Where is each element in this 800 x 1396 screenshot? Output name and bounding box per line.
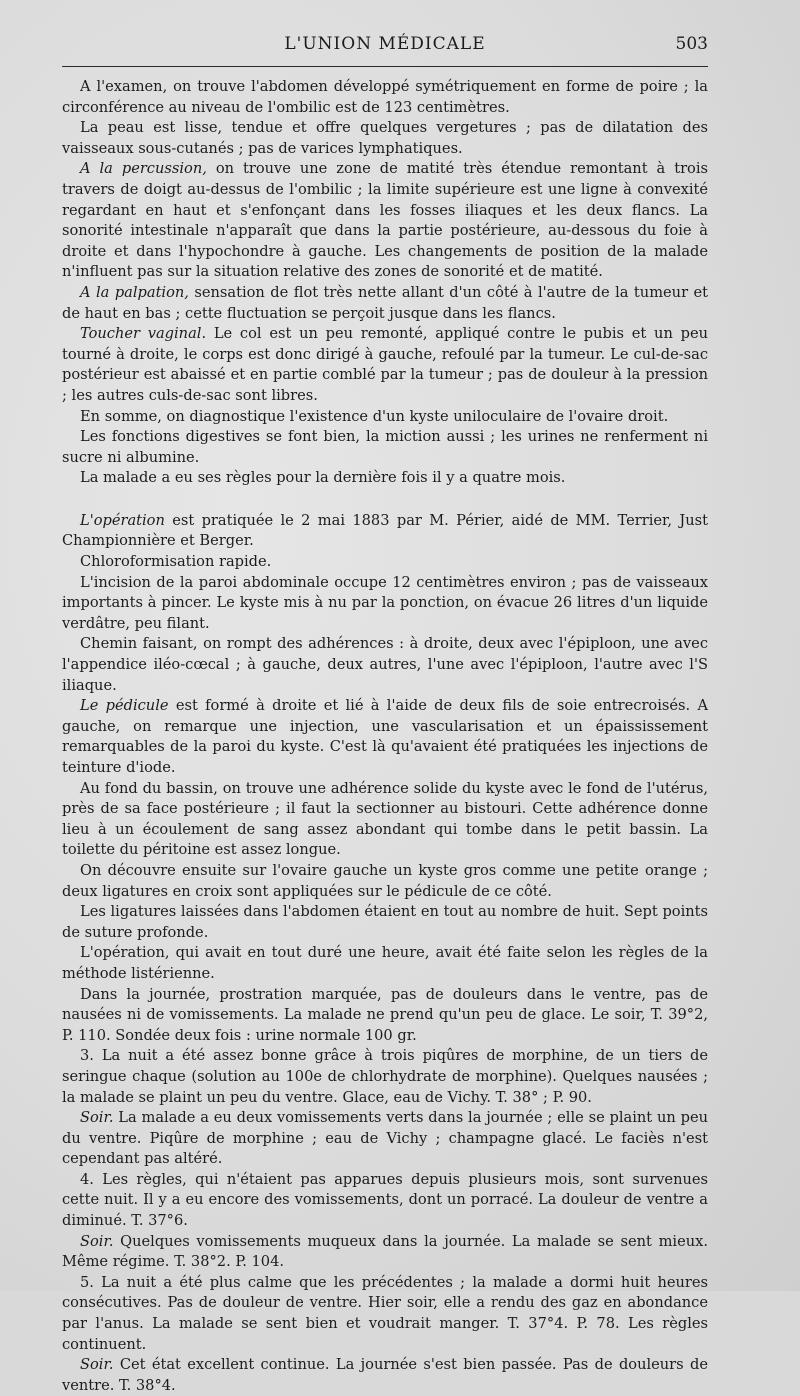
paragraph xyxy=(62,985,708,1047)
paragraph-text: Au fond du bassin, on trouve une adhérence solide du kyste avec le fond de l'utérus, près de sa face postérieure ; il faut la sectionner au bistouri. Cette adhérence donne lieu à un écoulement de sang assez abondant qui tombe dans le petit bassin. La toilette du péritoine est assez longue. xyxy=(62,779,708,859)
paragraph xyxy=(62,159,708,283)
paragraph xyxy=(62,943,708,984)
paragraph xyxy=(62,552,708,573)
paragraph-lead: A la percussion, xyxy=(80,160,207,178)
paragraph-text: On découvre ensuite sur l'ovaire gauche un kyste gros comme une petite orange ; deux ligatures en croix sont appliquées sur le pédicule de ce côté. xyxy=(62,861,708,900)
paragraph xyxy=(62,1355,708,1396)
paragraph xyxy=(62,779,708,861)
paragraph-lead: Soir. xyxy=(80,1109,114,1127)
paragraph xyxy=(62,283,708,324)
paragraph xyxy=(62,511,708,552)
paragraph-text: 4. Les règles, qui n'étaient pas apparues depuis plusieurs mois, sont survenues cette nuit. Il y a eu encore des vomissements, dont un porracé. La douleur de ventre a diminué. T. 37°6. xyxy=(62,1170,708,1230)
paragraph-text: En somme, on diagnostique l'existence d'un kyste uniloculaire de l'ovaire droit. xyxy=(80,407,669,425)
paragraph xyxy=(62,861,708,902)
paragraph-lead: A la palpation, xyxy=(80,283,189,301)
paragraph xyxy=(62,1232,708,1273)
paragraph xyxy=(62,324,708,406)
paragraph-text: Le col est un peu remonté, appliqué contre le pubis et un peu tourné à droite, le corps est donc dirigé à gauche, refoulé par la tumeur. Le cul-de-sac postérieur est abaissé et en partie comblé par la tumeur ; pas de douleur à la pression ; les autres culs-de-sac sont libres. xyxy=(62,325,708,404)
examination-section xyxy=(62,77,708,489)
paragraph-text: La peau est lisse, tendue et offre quelques vergetures ; pas de dilatation des vaisseaux sous-cutanés ; pas de varices lymphatiques. xyxy=(62,119,708,157)
paragraph-text: Quelques vomissements muqueux dans la journée. La malade se sent mieux. Même régime. T. 38°2. P. 104. xyxy=(62,1232,708,1271)
header-rule xyxy=(62,66,708,67)
page-number: 503 xyxy=(675,34,708,54)
paragraph xyxy=(62,407,708,428)
paragraph-text: Les fonctions digestives se font bien, la miction aussi ; les urines ne renferment ni sucre ni albumine. xyxy=(62,428,708,466)
paragraph xyxy=(62,902,708,943)
paragraph-text: L'incision de la paroi abdominale occupe 12 centimètres environ ; pas de vaisseaux importants à pincer. Le kyste mis à nu par la ponction, on évacue 26 litres d'un liquide verdâtre, peu filant. xyxy=(62,573,708,632)
paragraph-text: A l'examen, on trouve l'abdomen développé symétriquement en forme de poire ; la circonférence au niveau de l'ombilic est de 123 centimètres. xyxy=(62,78,708,116)
paragraph xyxy=(62,468,708,489)
paragraph-text: 5. La nuit a été plus calme que les précédentes ; la malade a dormi huit heures consécutives. Pas de douleur de ventre. Hier soir, elle a rendu des gaz en abondance par l'anus. La malade se sent bien et voudrait manger. T. 37°4. P. 78. Les règles continuent. xyxy=(62,1273,708,1353)
paragraph-text: L'opération, qui avait en tout duré une heure, avait été faite selon les règles de la méthode listérienne. xyxy=(62,944,708,982)
paragraph-text: Chemin faisant, on rompt des adhérences : à droite, deux avec l'épiploon, une avec l'appendice iléo-cœcal ; à gauche, deux autres, l'une avec l'épiploon, l'autre avec l'S iliaque. xyxy=(62,635,708,694)
paragraph-lead: L'opération xyxy=(80,511,165,529)
paragraph-lead: Le pédicule xyxy=(80,697,169,715)
paragraph xyxy=(62,427,708,468)
paragraph-lead: Toucher vaginal. xyxy=(80,325,207,343)
paragraph xyxy=(62,1273,708,1355)
paragraph xyxy=(62,118,708,159)
operation-section xyxy=(62,511,708,1396)
paragraph xyxy=(62,696,708,778)
paragraph-lead: Soir. xyxy=(80,1232,114,1250)
paragraph xyxy=(62,634,708,696)
paragraph-text: Chloroformisation rapide. xyxy=(80,553,272,571)
paragraph xyxy=(62,1046,708,1108)
paragraph-text: est pratiquée le 2 mai 1883 par M. Périer, aidé de MM. Terrier, Just Championnière et Berger. xyxy=(62,511,708,550)
paragraph-text: Cet état excellent continue. La journée s'est bien passée. Pas de douleurs de ventre. T. 38°4. xyxy=(62,1356,708,1394)
paragraph xyxy=(62,1108,708,1170)
paragraph-text: La malade a eu ses règles pour la dernière fois il y a quatre mois. xyxy=(80,469,566,487)
paragraph-text: est formé à droite et lié à l'aide de deux fils de soie entrecroisés. A gauche, on remarque une injection, une vascularisation et un épaississement remarquables de la paroi du kyste. C'est là qu'avaient été pratiquées les injections de teinture d'iode. xyxy=(62,697,708,776)
paragraph xyxy=(62,77,708,118)
paragraph xyxy=(62,573,708,635)
paragraph-text: 3. La nuit a été assez bonne grâce à trois piqûres de morphine, de un tiers de seringue chaque (solution au 100e de chlorhydrate de morphine). Quelques nausées ; la malade se plaint un peu du ventre. Glace, eau de Vichy. T. 38° ; P. 90. xyxy=(62,1047,708,1106)
paragraph xyxy=(62,1170,708,1232)
paragraph-text: Les ligatures laissées dans l'abdomen étaient en tout au nombre de huit. Sept points de suture profonde. xyxy=(62,903,708,941)
paragraph-lead: Soir. xyxy=(80,1356,114,1374)
section-gap xyxy=(62,489,708,511)
paragraph-text: La malade a eu deux vomissements verts dans la journée ; elle se plaint un peu du ventre. Piqûre de morphine ; eau de Vichy ; champagne glacé. Le faciès n'est cependant pas altéré. xyxy=(62,1109,708,1168)
page-header xyxy=(62,30,708,60)
paragraph-text: on trouve une zone de matité très étendue remontant à trois travers de doigt au-dessus de l'ombilic ; la limite supérieure est une ligne à convexité regardant en haut et s'enfonçant dans les fosses iliaques et les deux flancs. La sonorité intestinale n'apparaît que dans la partie postérieure, au-dessous du foie à droite et dans l'hypochondre à gauche. Les changements de position de la malade n'influent pas sur la situation relative des zones de sonorité et de matité. xyxy=(62,160,708,281)
running-title: L'UNION MÉDICALE xyxy=(284,34,486,54)
article-body xyxy=(62,77,708,1396)
paragraph-text: sensation de flot très nette allant d'un côté à l'autre de la tumeur et de haut en bas ; cette fluctuation se perçoit jusque dans les flancs. xyxy=(62,283,709,322)
paragraph-text: Dans la journée, prostration marquée, pas de douleurs dans le ventre, pas de nausées ni de vomissements. La malade ne prend qu'un peu de glace. Le soir, T. 39°2, P. 110. Sondée deux fois : urine normale 100 gr. xyxy=(62,985,708,1044)
